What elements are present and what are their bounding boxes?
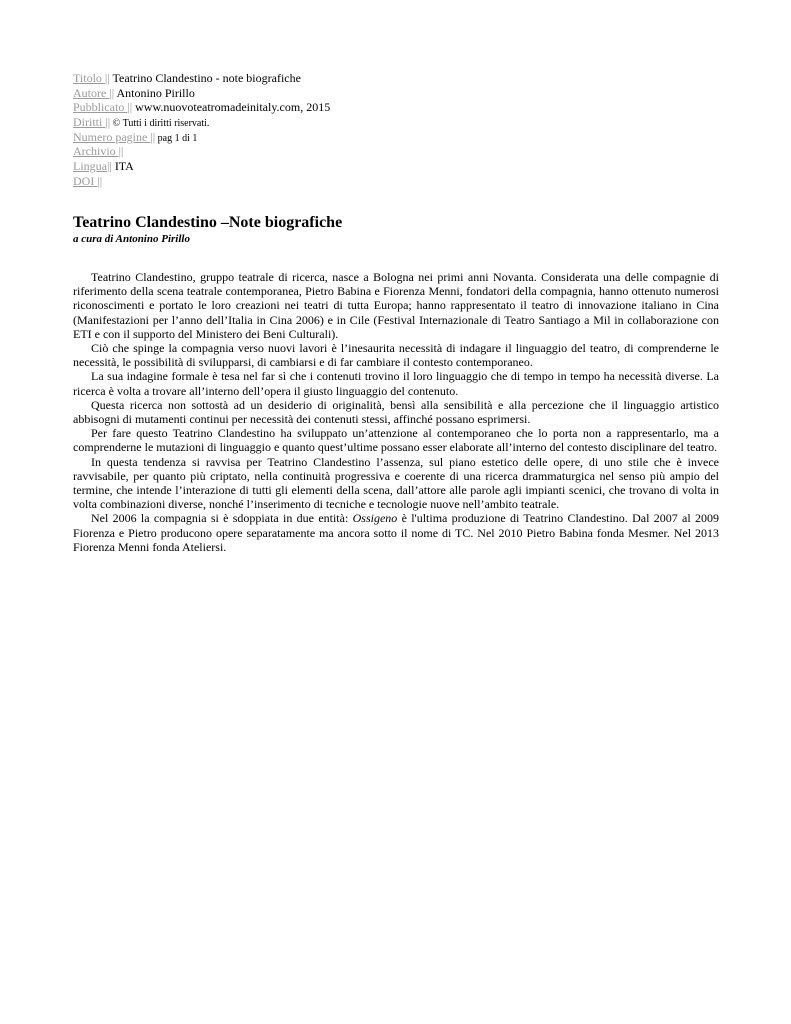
meta-value-pubblicato: www.nuovoteatromadeinitaly.com, 2015 [132,100,331,115]
meta-row-diritti [73,115,673,130]
article [73,213,719,554]
article-byline: a cura di Antonino Pirillo [73,233,190,245]
paragraph: In questa tendenza si ravvisa per Teatrino Clandestino l’assenza, sul piano estetico delle opere, di uno stile che è invece ravvisabile, per quanto più criptato, nella continuità progressiva e coerente di una ricerca drammaturgica nel senso più ampio del termine, che intende l’interazione di tutti gli elementi della scena, dall’attore alle parole agli impianti scenici, che trovano di volta in volta combinazioni diverse, nonché l’inserimento di tecniche e tecnologie nuove nell’ambito teatrale. [73,454,719,512]
meta-row-titolo [73,71,673,86]
metadata-block [73,71,673,189]
meta-link-doi[interactable]: DOI [73,173,98,188]
meta-value-diritti: © Tutti i diritti riservati. [110,118,210,130]
meta-link-archivio[interactable]: Archivio [73,144,119,159]
meta-separator: || [97,173,103,188]
meta-row-archivio [73,144,673,159]
production-title: Ossigeno [352,511,398,526]
paragraph: Teatrino Clandestino, gruppo teatrale di ricerca, nasce a Bologna nei primi anni Novanta. Considerata una delle compagnie di riferimento della scena teatrale contemporanea, Pietro Babina e Fiorenza Menni, fondatori della compagnia, hanno ottenuto numerosi riconoscimenti e portato le loro creazioni nei teatri di tutta Europa; hanno rappresentato il teatro di innovazione italiano in Cina (Manifestazioni per l’anno dell’Italia in Cina 2006) e in Cile (Festival Internazionale di Teatro Santiago a Mil in collaborazione con ETI e con il supporto del Ministero dei Beni Culturali). [73,270,719,341]
meta-link-autore[interactable]: Autore [73,85,110,100]
meta-separator: || [118,144,124,159]
paragraph-text: Nel 2006 la compagnia si è sdoppiata in due entità: [91,511,353,526]
paragraph: Per fare questo Teatrino Clandestino ha sviluppato un’attenzione al contemporaneo che lo porta non a rappresentarlo, ma a comprenderne le mutazioni di linguaggio e quanto quest’ultime possano esser elaborate all’interno del contesto disciplinare del teatro. [73,426,719,455]
paragraph: Ciò che spinge la compagnia verso nuovi lavori è l’inesaurita necessità di indagare il linguaggio del teatro, di comprenderne le necessità, le possibilità di svilupparsi, di cambiarsi e di far cambiare il contesto contemporaneo. [73,341,719,370]
meta-separator: || [127,100,133,115]
meta-row-autore [73,86,673,101]
meta-link-pubblicato[interactable]: Pubblicato [73,100,128,115]
paragraph [73,511,719,554]
meta-separator: || [107,159,112,174]
meta-value-numero-pagine: pag 1 di 1 [155,132,198,144]
meta-link-lingua[interactable]: Lingua [73,159,107,174]
meta-value-lingua: ITA [111,159,134,174]
paragraph: Questa ricerca non sottostà ad un desiderio di originalità, bensì alla sensibilità e alla percezione che il linguaggio artistico abbisogni di mutamenti continui per necessità dei contenuti stessi, affinché possano esprimersi. [73,397,719,427]
meta-row-numero-pagine [73,130,673,145]
meta-separator: || [109,85,115,100]
paragraph-text: è l'ultima produzione di Teatrino Clandestino. Dal 2007 al 2009 Fiorenza e Pietro producono opere separatamente ma ancora sotto il nome di TC. Nel 2010 Pietro Babina fonda Mesmer. Nel 2013 Fiorenza Menni fonda Ateliersi. [73,511,719,554]
article-title: Teatrino Clandestino –Note biografiche [73,214,343,231]
meta-separator: || [150,129,156,144]
meta-link-titolo[interactable]: Titolo [73,71,105,85]
meta-value-autore: Antonino Pirillo [114,85,195,100]
meta-link-numero-pagine[interactable]: Numero pagine [73,129,151,144]
meta-value-titolo: Teatrino Clandestino - note biografiche [109,71,301,85]
meta-row-pubblicato [73,100,673,115]
meta-separator: || [105,115,111,130]
meta-link-diritti[interactable]: Diritti [73,115,106,130]
article-body [73,270,719,554]
paragraph: La sua indagine formale è tesa nel far sì che i contenuti trovino il loro linguaggio che di tempo in tempo ha necessità diverse. La ricerca è volta a trovare all’interno dell’opera il giusto linguaggio del contenuto. [73,369,719,398]
meta-row-lingua [73,159,673,174]
meta-separator: || [104,71,110,85]
meta-row-doi [73,174,673,189]
